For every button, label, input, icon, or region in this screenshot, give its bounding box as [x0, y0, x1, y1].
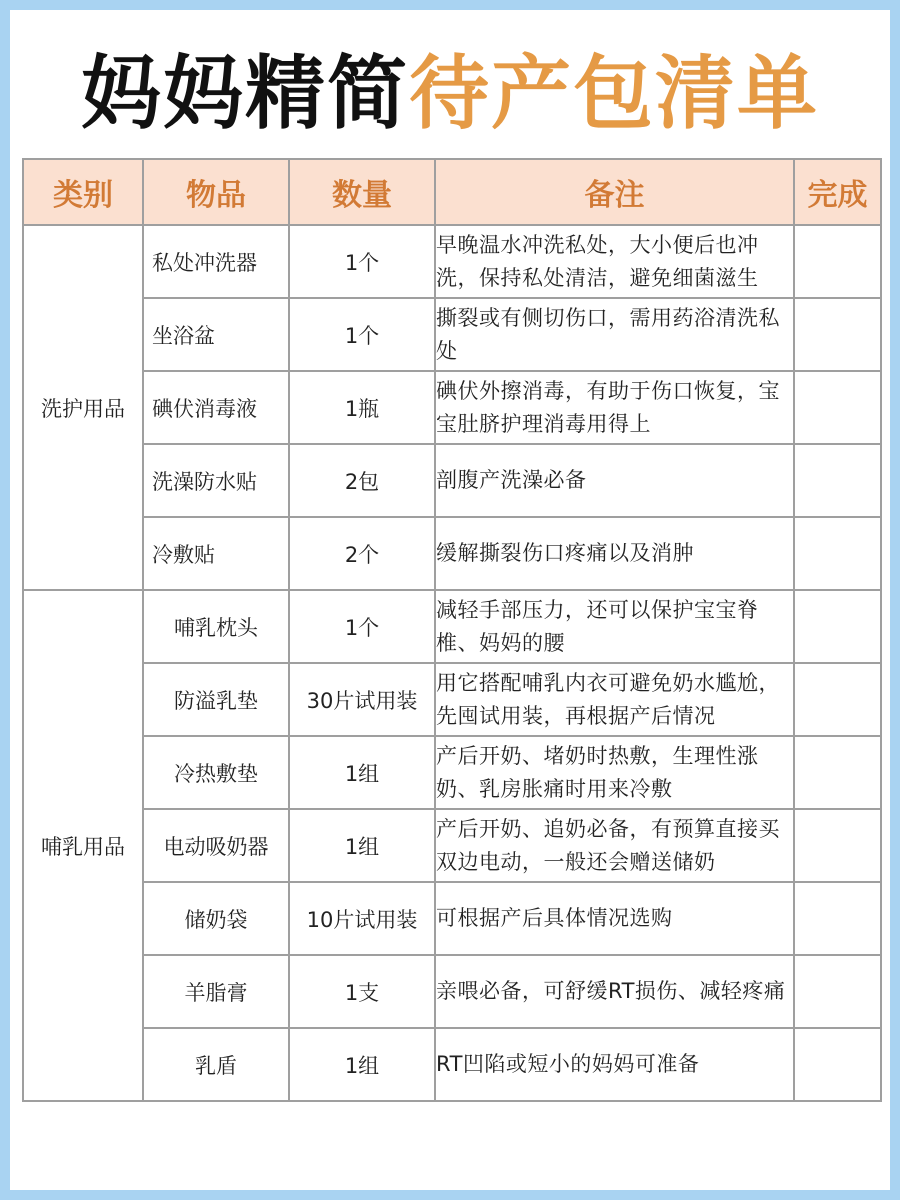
- table-row: [23, 955, 881, 1028]
- qty-cell: 1组: [289, 809, 435, 882]
- done-checkbox-cell[interactable]: [794, 1028, 881, 1101]
- table-header-row: [23, 159, 881, 225]
- note-cell: 产后开奶、追奶必备，有预算直接买双边电动，一般还会赠送储奶: [435, 809, 794, 882]
- column-header-note: 备注: [435, 159, 794, 225]
- done-checkbox-cell[interactable]: [794, 371, 881, 444]
- column-header-category: 类别: [23, 159, 143, 225]
- table-row: [23, 371, 881, 444]
- done-checkbox-cell[interactable]: [794, 298, 881, 371]
- table-row: [23, 590, 881, 663]
- note-cell: 撕裂或有侧切伤口，需用药浴清洗私处: [435, 298, 794, 371]
- column-header-done: 完成: [794, 159, 881, 225]
- note-cell: 亲喂必备，可舒缓RT损伤、减轻疼痛: [435, 955, 794, 1028]
- table-row: [23, 882, 881, 955]
- note-cell: 产后开奶、堵奶时热敷，生理性涨奶、乳房胀痛时用来冷敷: [435, 736, 794, 809]
- checklist-page: [10, 10, 890, 1190]
- done-checkbox-cell[interactable]: [794, 590, 881, 663]
- item-cell: 坐浴盆: [143, 298, 289, 371]
- item-cell: 碘伏消毒液: [143, 371, 289, 444]
- qty-cell: 2个: [289, 517, 435, 590]
- table-row: [23, 298, 881, 371]
- note-cell: 缓解撕裂伤口疼痛以及消肿: [435, 517, 794, 590]
- table-row: [23, 444, 881, 517]
- item-cell: 防溢乳垫: [143, 663, 289, 736]
- item-cell: 洗澡防水贴: [143, 444, 289, 517]
- title-part-1: 妈妈精简: [81, 47, 409, 140]
- column-header-item: 物品: [143, 159, 289, 225]
- qty-cell: 2包: [289, 444, 435, 517]
- item-cell: 储奶袋: [143, 882, 289, 955]
- checklist-table: [22, 158, 882, 1102]
- item-cell: 哺乳枕头: [143, 590, 289, 663]
- done-checkbox-cell[interactable]: [794, 225, 881, 298]
- note-cell: 碘伏外擦消毒，有助于伤口恢复，宝宝肚脐护理消毒用得上: [435, 371, 794, 444]
- item-cell: 私处冲洗器: [143, 225, 289, 298]
- table-row: [23, 225, 881, 298]
- page-title: [10, 44, 890, 144]
- table-row: [23, 517, 881, 590]
- item-cell: 冷热敷垫: [143, 736, 289, 809]
- qty-cell: 1个: [289, 298, 435, 371]
- item-cell: 羊脂膏: [143, 955, 289, 1028]
- item-cell: 冷敷贴: [143, 517, 289, 590]
- done-checkbox-cell[interactable]: [794, 736, 881, 809]
- item-cell: 乳盾: [143, 1028, 289, 1101]
- note-cell: 用它搭配哺乳内衣可避免奶水尴尬，先囤试用装，再根据产后情况: [435, 663, 794, 736]
- qty-cell: 1个: [289, 590, 435, 663]
- title-part-2: 待产包清单: [409, 47, 819, 140]
- qty-cell: 1个: [289, 225, 435, 298]
- category-cell-feed: 哺乳用品: [23, 590, 143, 1101]
- done-checkbox-cell[interactable]: [794, 809, 881, 882]
- category-cell-wash: 洗护用品: [23, 225, 143, 590]
- qty-cell: 30片试用装: [289, 663, 435, 736]
- done-checkbox-cell[interactable]: [794, 444, 881, 517]
- note-cell: RT凹陷或短小的妈妈可准备: [435, 1028, 794, 1101]
- done-checkbox-cell[interactable]: [794, 517, 881, 590]
- item-cell: 电动吸奶器: [143, 809, 289, 882]
- note-cell: 减轻手部压力，还可以保护宝宝脊椎、妈妈的腰: [435, 590, 794, 663]
- column-header-qty: 数量: [289, 159, 435, 225]
- table-row: [23, 663, 881, 736]
- table-row: [23, 1028, 881, 1101]
- done-checkbox-cell[interactable]: [794, 882, 881, 955]
- table-row: [23, 809, 881, 882]
- note-cell: 早晚温水冲洗私处，大小便后也冲洗，保持私处清洁，避免细菌滋生: [435, 225, 794, 298]
- done-checkbox-cell[interactable]: [794, 663, 881, 736]
- qty-cell: 1组: [289, 1028, 435, 1101]
- note-cell: 可根据产后具体情况选购: [435, 882, 794, 955]
- table-row: [23, 736, 881, 809]
- done-checkbox-cell[interactable]: [794, 955, 881, 1028]
- qty-cell: 1支: [289, 955, 435, 1028]
- qty-cell: 1瓶: [289, 371, 435, 444]
- qty-cell: 1组: [289, 736, 435, 809]
- note-cell: 剖腹产洗澡必备: [435, 444, 794, 517]
- qty-cell: 10片试用装: [289, 882, 435, 955]
